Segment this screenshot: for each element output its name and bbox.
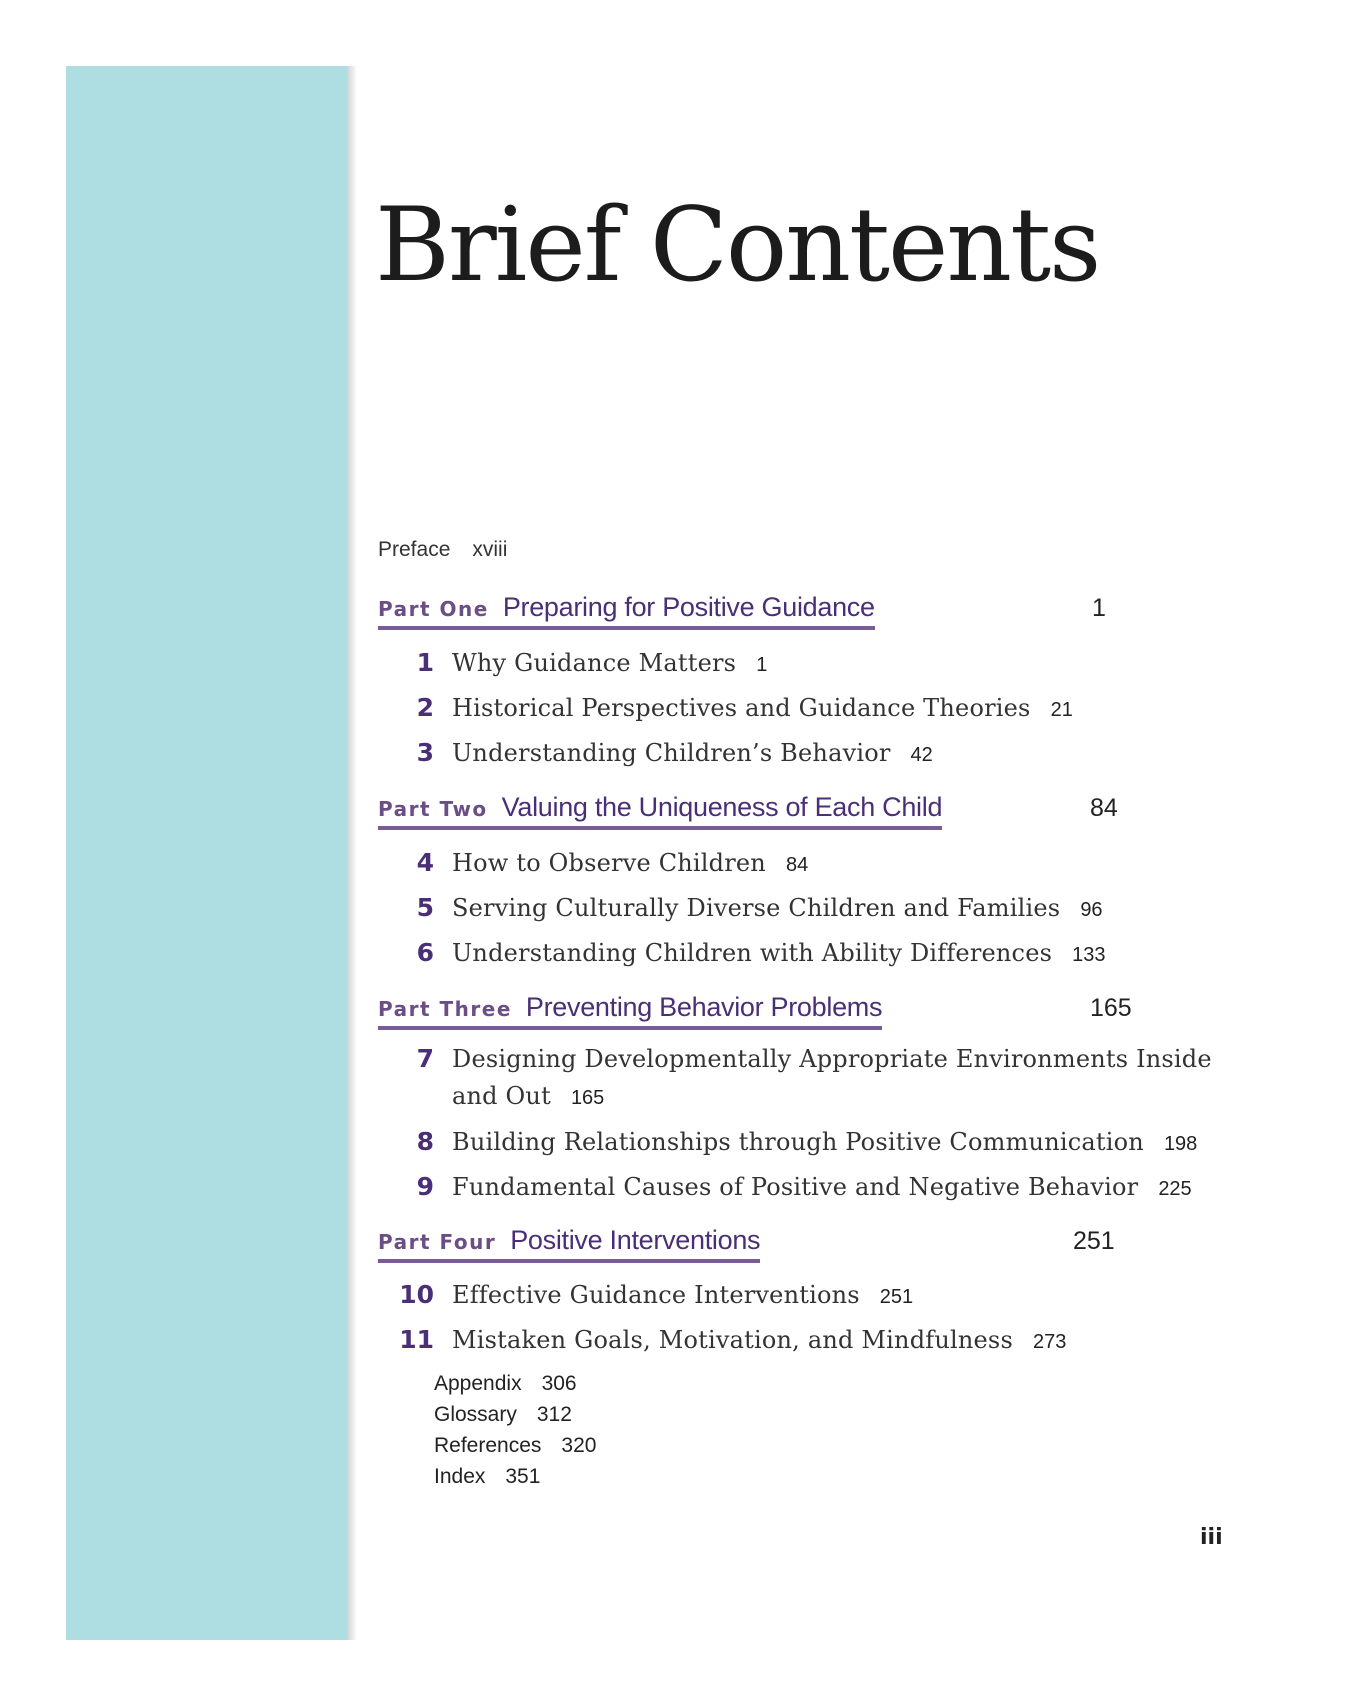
chapter-number: 9 xyxy=(416,1172,434,1201)
chapter-page: 198 xyxy=(1163,1133,1198,1155)
chapter-page: 84 xyxy=(785,854,809,876)
side-color-band xyxy=(66,66,347,1640)
preface-label: Preface xyxy=(378,538,451,561)
part-page: 165 xyxy=(1090,994,1132,1022)
part-title: Preventing Behavior Problems xyxy=(525,992,883,1022)
part-label: Part One xyxy=(378,597,489,621)
chapter-title: Designing Developmentally Appropriate Environments Inside and Out xyxy=(452,1045,1212,1110)
toc-chapter-5[interactable] xyxy=(378,893,1103,922)
chapter-page: 165 xyxy=(570,1087,605,1109)
part-label: Part Three xyxy=(378,997,512,1021)
toc-chapter-10[interactable] xyxy=(378,1280,913,1309)
chapter-title: Effective Guidance Interventions xyxy=(452,1281,860,1309)
toc-preface[interactable] xyxy=(378,538,507,562)
part-page: 84 xyxy=(1090,794,1118,822)
chapter-number: 7 xyxy=(416,1044,434,1073)
part-title: Positive Interventions xyxy=(510,1225,761,1255)
toc-chapter-6[interactable] xyxy=(378,938,1106,967)
chapter-number: 6 xyxy=(416,938,434,967)
chapter-title: Why Guidance Matters xyxy=(452,649,737,677)
toc-part-one[interactable] xyxy=(378,592,875,630)
toc-chapter-1[interactable] xyxy=(378,648,767,677)
part-title: Valuing the Uniqueness of Each Child xyxy=(501,792,943,822)
chapter-number: 11 xyxy=(399,1325,434,1354)
chapter-page: 133 xyxy=(1072,944,1106,966)
backmatter-page: 312 xyxy=(536,1403,572,1426)
part-label: Part Four xyxy=(378,1230,497,1254)
toc-part-two[interactable] xyxy=(378,792,942,830)
chapter-title: How to Observe Children xyxy=(452,849,766,877)
chapter-number: 4 xyxy=(416,848,434,877)
chapter-title: Understanding Children’s Behavior xyxy=(452,739,891,767)
chapter-page: 21 xyxy=(1050,699,1073,721)
toc-part-three[interactable] xyxy=(378,992,882,1030)
toc-chapter-3[interactable] xyxy=(378,738,933,767)
part-page: 251 xyxy=(1073,1227,1115,1255)
backmatter-page: 351 xyxy=(505,1465,541,1488)
toc-index[interactable] xyxy=(434,1461,596,1492)
part-page: 1 xyxy=(1092,594,1106,622)
chapter-number: 8 xyxy=(416,1127,434,1156)
backmatter-label: References xyxy=(434,1434,542,1457)
chapter-page: 225 xyxy=(1158,1178,1192,1200)
toc-chapter-4[interactable] xyxy=(378,848,808,877)
part-heading xyxy=(378,992,882,1030)
chapter-number: 2 xyxy=(416,693,434,722)
toc-chapter-7[interactable] xyxy=(378,1042,1232,1116)
chapter-title: Understanding Children with Ability Differences xyxy=(452,939,1053,967)
backmatter-list xyxy=(434,1368,596,1492)
backmatter-label: Appendix xyxy=(434,1372,522,1395)
toc-chapter-9[interactable] xyxy=(378,1172,1192,1201)
chapter-number: 3 xyxy=(416,738,434,767)
chapter-number: 5 xyxy=(416,893,434,922)
toc-glossary[interactable] xyxy=(434,1399,596,1430)
part-title: Preparing for Positive Guidance xyxy=(502,592,875,622)
chapter-number: 1 xyxy=(416,648,434,677)
chapter-title: Fundamental Causes of Positive and Negative Behavior xyxy=(452,1173,1139,1201)
page-folio: iii xyxy=(1200,1525,1223,1550)
page-title: Brief Contents xyxy=(375,186,1100,305)
backmatter-label: Glossary xyxy=(434,1403,517,1426)
backmatter-page: 320 xyxy=(561,1434,597,1457)
part-label: Part Two xyxy=(378,797,488,821)
backmatter-page: 306 xyxy=(541,1372,577,1395)
toc-part-four[interactable] xyxy=(378,1225,760,1263)
chapter-page: 1 xyxy=(756,654,768,676)
part-heading xyxy=(378,592,875,630)
chapter-number: 10 xyxy=(399,1280,434,1309)
chapter-title: Serving Culturally Diverse Children and Families xyxy=(452,894,1061,922)
toc-chapter-8[interactable] xyxy=(378,1127,1197,1156)
toc-appendix[interactable] xyxy=(434,1368,596,1399)
chapter-title: Mistaken Goals, Motivation, and Mindfulness xyxy=(452,1326,1013,1354)
preface-page: xviii xyxy=(472,538,508,561)
toc-chapter-11[interactable] xyxy=(378,1325,1066,1354)
band-shadow xyxy=(347,66,357,1640)
part-heading xyxy=(378,1225,760,1263)
chapter-page: 251 xyxy=(879,1286,914,1308)
chapter-title: Historical Perspectives and Guidance Theories xyxy=(452,694,1031,722)
chapter-page: 42 xyxy=(910,744,933,766)
chapter-title: Building Relationships through Positive Communication xyxy=(452,1128,1144,1156)
toc-chapter-2[interactable] xyxy=(378,693,1073,722)
chapter-page: 273 xyxy=(1032,1331,1067,1353)
backmatter-label: Index xyxy=(434,1465,486,1488)
part-heading xyxy=(378,792,942,830)
toc-references[interactable] xyxy=(434,1430,596,1461)
chapter-page: 96 xyxy=(1080,899,1103,921)
